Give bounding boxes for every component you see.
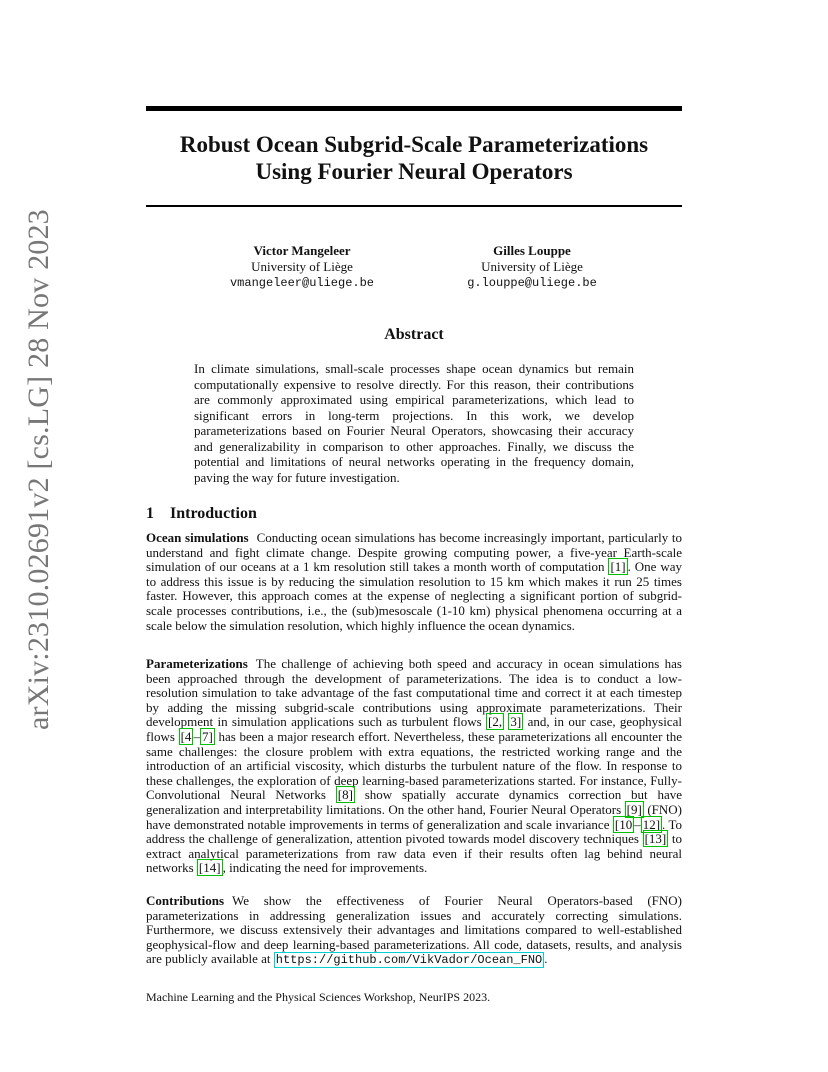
paragraph-text: – — [193, 728, 200, 744]
paragraph-text: – — [634, 816, 641, 832]
citation-link[interactable]: [13] — [644, 831, 667, 847]
section-heading-introduction — [146, 505, 257, 523]
repository-link[interactable]: https://github.com/VikVador/Ocean_FNO — [275, 953, 543, 968]
title-line-2: Using Fourier Neural Operators — [255, 159, 573, 184]
author-affiliation: University of Liège — [481, 259, 583, 274]
paragraph-text: and, in our case, geophysical flows — [146, 714, 683, 744]
paragraph-text: . To address the challenge of generalization, attention pivoted towards model discovery techniques — [146, 816, 682, 847]
citation-link[interactable]: [9] — [626, 801, 642, 817]
paragraph-text: (FNO) have demonstrated notable improvements in terms of generalization and scale invariance — [146, 801, 682, 832]
citation-link[interactable]: [4 — [180, 728, 192, 744]
abstract-text: In climate simulations, small-scale processes shape ocean dynamics but remain computationally expensive to resolve directly. For this reason, their contributions are commonly approximated using empirical parameterizations, which lead to significant errors in long-term projections. In this work, we develop parameterizations based on Fourier Neural Operators, showcasing their accuracy and generalizability in comparison to other approaches. Finally, we discuss the potential and limitations of neural networks operating in the frequency domain, paving the way for future investigation. — [194, 361, 634, 485]
citation-link[interactable]: [10 — [614, 816, 633, 832]
paper-title — [146, 131, 682, 185]
paragraph-text: to extract analytical parameterizations from raw data even if their results often lag behind neural networks — [146, 831, 682, 876]
venue-footnote: Machine Learning and the Physical Sciences Workshop, NeurIPS 2023. — [146, 990, 491, 1004]
title-line-1: Robust Ocean Subgrid-Scale Parameterizations — [179, 132, 649, 157]
author-name: Victor Mangeleer — [253, 243, 351, 258]
paragraph-text: . One way to address this issue is by reducing the simulation resolution to 15 km which makes it run 25 times faster. However, this approach comes at the expense of neglecting a significant portion of subgrid-scale processes contributions, i.e., the (sub)mesoscale (1-10 km) physical phenomena occurring at a scale below the simulation resolution, which highly influence the ocean dynamics. — [146, 559, 682, 633]
paragraph-contributions — [146, 894, 682, 968]
paragraph-text: . — [544, 951, 548, 967]
citation-link[interactable]: [8] — [337, 787, 353, 803]
section-number: 1 — [146, 505, 154, 522]
author-email[interactable]: g.louppe@uliege.be — [467, 276, 597, 290]
title-rule-bottom — [146, 205, 682, 207]
citation-link[interactable]: 7] — [201, 728, 213, 744]
paragraph-text: show spatially accurate dynamics correction but have generalization and interpretability limitations. On the other hand, Fourier Neural Operators — [146, 787, 683, 817]
paragraph-text: Conducting ocean simulations has become increasingly important, particularly to understand and fight climate change. Despite growing computing power, a five-year Earth-scale simulation of our oceans at a 1 km resolution still takes a month worth of computation — [146, 530, 682, 575]
section-title: Introduction — [170, 505, 257, 522]
paragraph-lead: Ocean simulations — [146, 530, 249, 545]
author-name: Gilles Louppe — [493, 243, 571, 258]
paragraph-lead: Contributions — [146, 893, 225, 908]
citation-link[interactable]: [1] — [610, 559, 626, 575]
citation-link[interactable]: 12] — [642, 816, 661, 832]
paragraph-lead: Parameterizations — [146, 656, 248, 671]
paragraph-text: , indicating the need for improvements. — [222, 860, 428, 876]
citation-link[interactable]: [14] — [198, 860, 221, 876]
title-rule-top — [146, 106, 682, 111]
author-affiliation: University of Liège — [251, 259, 353, 274]
paragraph-text: We show the effectiveness of Fourier Neural Operators-based (FNO) parameterizations in addressing generalization issues and accurately correcting simulations. Furthermore, we discuss extensively their advantages and limitations compared to well-established geophysical-flow and deep learning-based parameterizations. All code, datasets, results, and analysis are publicly available at — [146, 893, 682, 967]
arxiv-identifier: arXiv:2310.02691v2 [cs.LG] 28 Nov 2023 — [22, 209, 55, 730]
author-block-1 — [222, 243, 382, 291]
author-block-2 — [452, 243, 612, 291]
paragraph-text: The challenge of achieving both speed and accuracy in ocean simulations has been approached through the development of parameterizations. The idea is to conduct a low-resolution simulation to take advantage of the fast computational time and correct it at each timestep by adding the missing subgrid-scale contributions using approximate parameterizations. Their development in simulation applications such as turbulent flows — [146, 656, 682, 730]
citation-link[interactable]: [2, — [487, 714, 503, 730]
abstract-heading: Abstract — [384, 326, 444, 343]
citation-link[interactable]: 3] — [510, 714, 522, 730]
paragraph-text: has been a major research effort. Nevertheless, these parameterizations all encounter the same challenges: the closure problem with extra equations, the restricted working range and the introduction of an artificial viscosity, which disturbs the turbulent nature of the flow. In response to these challenges, the exploration of deep learning-based parameterizations started. For instance, Fully-Convolutional Neural Networks — [146, 728, 682, 803]
author-email[interactable]: vmangeleer@uliege.be — [229, 276, 375, 290]
paragraph-ocean-simulations — [146, 531, 682, 633]
paragraph-parameterizations — [146, 657, 682, 876]
